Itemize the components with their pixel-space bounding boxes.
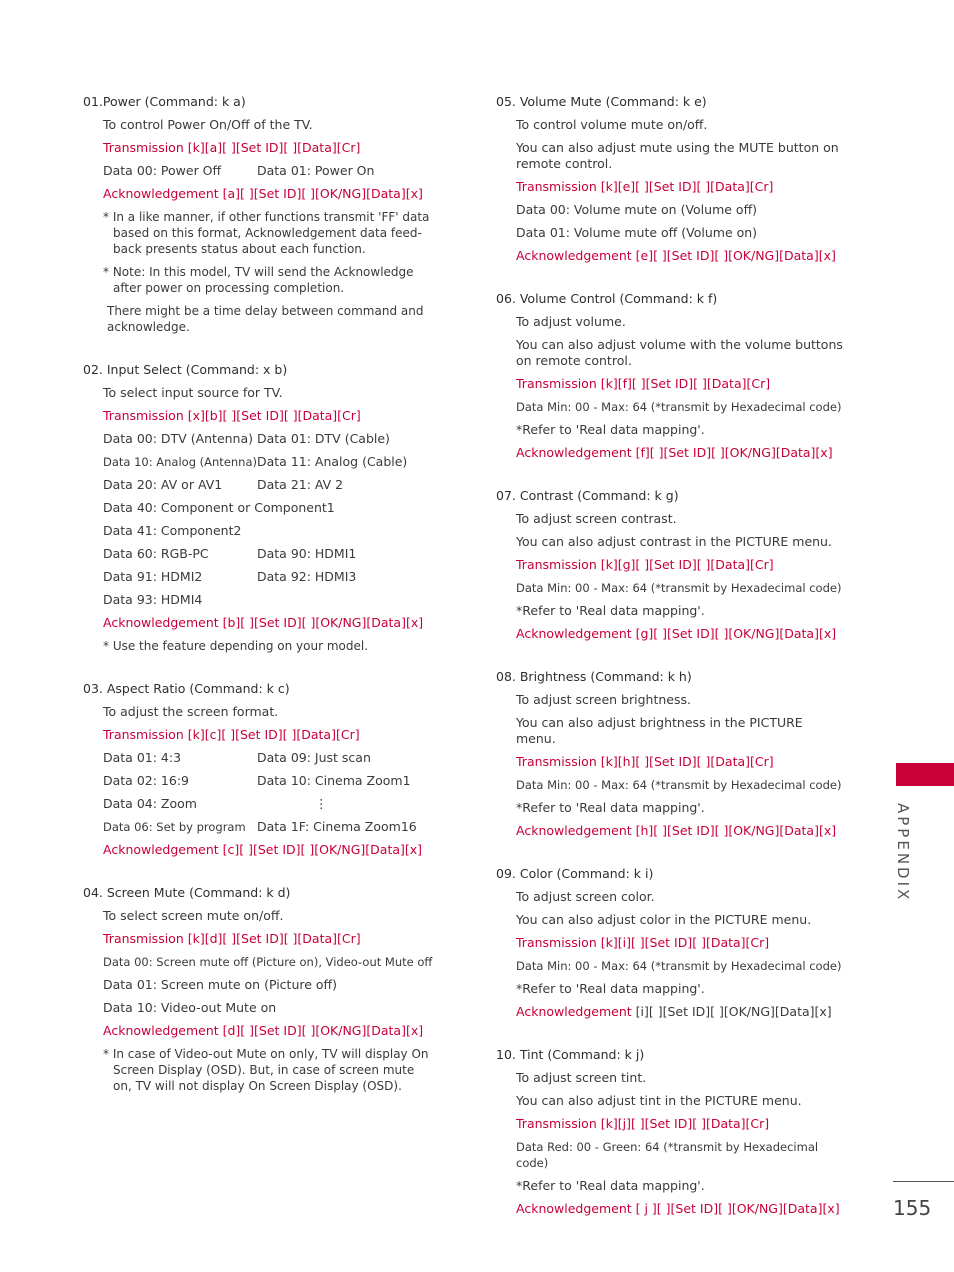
appendix-tab-marker	[896, 763, 954, 786]
data-value: Data 60: RGB-PC	[103, 546, 209, 561]
description-text: You can also adjust color in the PICTURE menu.	[516, 912, 812, 927]
section-body	[83, 385, 433, 654]
acknowledgement-format: Acknowledgement [e][ ][Set ID][ ][OK/NG][Data][x]	[516, 248, 836, 263]
page-number-rule	[893, 1181, 954, 1182]
data-value: Data 09: Just scan	[257, 750, 371, 765]
description-text: Data 00: Volume mute on (Volume off)	[516, 202, 758, 217]
section-heading: 04. Screen Mute (Command: k d)	[83, 885, 291, 900]
data-value-pair	[103, 546, 433, 562]
data-value: Data 90: HDMI1	[257, 546, 357, 561]
description-text: To adjust volume.	[516, 314, 626, 329]
data-value: Data 00: Power Off	[103, 163, 222, 178]
section-body	[496, 117, 846, 264]
description-text: To adjust the screen format.	[103, 704, 279, 719]
transmission-format: Transmission [k][c][ ][Set ID][ ][Data][Cr]	[103, 727, 360, 742]
data-range: Data Min: 00 - Max: 64 (*transmit by Hexadecimal code)	[516, 959, 842, 973]
description-text: Data 01: Volume mute off (Volume on)	[516, 225, 758, 240]
continuation-dots: ⋮	[315, 796, 328, 811]
description-text: *Refer to 'Real data mapping'.	[516, 603, 705, 618]
section-heading: 02. Input Select (Command: x b)	[83, 362, 288, 377]
description-text: To control Power On/Off of the TV.	[103, 117, 313, 132]
section-heading: 10. Tint (Command: k j)	[496, 1047, 645, 1062]
transmission-format: Transmission [k][h][ ][Set ID][ ][Data][Cr]	[516, 754, 774, 769]
footnote: There might be a time delay between command and acknowledge.	[107, 304, 424, 334]
acknowledgement-format: Acknowledgement [a][ ][Set ID][ ][OK/NG][Data][x]	[103, 186, 423, 201]
transmission-format: Transmission [k][f][ ][Set ID][ ][Data][Cr]	[516, 376, 771, 391]
acknowledgement-format: Acknowledgement [h][ ][Set ID][ ][OK/NG][Data][x]	[516, 823, 837, 838]
appendix-side-label: APPENDIX	[894, 803, 912, 903]
description-text: To select input source for TV.	[103, 385, 283, 400]
section-body	[496, 889, 846, 1020]
description-text: *Refer to 'Real data mapping'.	[516, 800, 705, 815]
transmission-format: Transmission [x][b][ ][Set ID][ ][Data][Cr]	[103, 408, 361, 423]
description-text: To select screen mute on/off.	[103, 908, 284, 923]
description-text: You can also adjust tint in the PICTURE menu.	[516, 1093, 802, 1108]
section-body	[496, 1070, 846, 1217]
data-value-pair	[103, 477, 433, 493]
transmission-format: Transmission [k][i][ ][Set ID][ ][Data][Cr]	[516, 935, 770, 950]
footnote: * Note: In this model, TV will send the Acknowledge after power on processing completion.	[103, 265, 414, 295]
footnote: * In a like manner, if other functions transmit 'FF' data based on this format, Acknowledgement data feed-back presents status about each function.	[103, 210, 430, 256]
section-body	[496, 692, 846, 839]
left-column	[83, 94, 433, 1121]
data-value: Data 10: Analog (Antenna)	[103, 455, 258, 469]
description-text: You can also adjust brightness in the PICTURE menu.	[516, 715, 803, 746]
section-heading: 06. Volume Control (Command: k f)	[496, 291, 718, 306]
data-value: Data 20: AV or AV1	[103, 477, 223, 492]
description-text: You can also adjust contrast in the PICTURE menu.	[516, 534, 832, 549]
data-range: Data Red: 00 - Green: 64 (*transmit by Hexadecimal code)	[516, 1140, 819, 1170]
section-heading: 05. Volume Mute (Command: k e)	[496, 94, 707, 109]
section-heading: 07. Contrast (Command: k g)	[496, 488, 679, 503]
data-value: Data 04: Zoom	[103, 796, 197, 811]
command-section	[83, 94, 433, 335]
description-text: To adjust screen contrast.	[516, 511, 677, 526]
data-value: Data 00: DTV (Antenna)	[103, 431, 254, 446]
command-section	[83, 885, 433, 1094]
command-section	[496, 1047, 846, 1217]
data-value-pair	[103, 796, 433, 812]
description-text: Data 93: HDMI4	[103, 592, 203, 607]
data-value: Data 02: 16:9	[103, 773, 189, 788]
transmission-format: Transmission [k][g][ ][Set ID][ ][Data][Cr]	[516, 557, 774, 572]
data-value: Data 10: Cinema Zoom1	[257, 773, 411, 788]
section-body	[83, 704, 433, 858]
page-number: 155	[893, 1196, 932, 1220]
data-value: Data 1F: Cinema Zoom16	[257, 819, 417, 834]
footnote: * Use the feature depending on your model.	[103, 639, 369, 653]
data-range: Data 00: Screen mute off (Picture on), Video-out Mute off	[103, 955, 433, 969]
acknowledgement-line	[516, 1004, 846, 1020]
section-heading: 09. Color (Command: k i)	[496, 866, 654, 881]
data-value-pair	[103, 569, 433, 585]
description-text: To adjust screen color.	[516, 889, 655, 904]
transmission-format: Transmission [k][d][ ][Set ID][ ][Data][Cr]	[103, 931, 361, 946]
description-text: You can also adjust volume with the volume buttons on remote control.	[516, 337, 843, 368]
command-section	[83, 362, 433, 654]
acknowledgement-format: [i][ ][Set ID][ ][OK/NG][Data][x]	[631, 1004, 832, 1019]
data-value-pair	[103, 163, 433, 179]
data-value-pair	[103, 773, 433, 789]
data-range: Data Min: 00 - Max: 64 (*transmit by Hexadecimal code)	[516, 581, 842, 595]
acknowledgement-format: Acknowledgement [ j ][ ][Set ID][ ][OK/NG][Data][x]	[516, 1201, 840, 1216]
command-section	[496, 669, 846, 839]
right-column	[496, 94, 846, 1244]
transmission-format: Transmission [k][e][ ][Set ID][ ][Data][Cr]	[516, 179, 774, 194]
description-text: *Refer to 'Real data mapping'.	[516, 981, 705, 996]
description-text: Data 40: Component or Component1	[103, 500, 335, 515]
description-text: Data 01: Screen mute on (Picture off)	[103, 977, 338, 992]
command-section	[496, 866, 846, 1020]
description-text: Data 41: Component2	[103, 523, 242, 538]
data-value: Data 01: DTV (Cable)	[257, 431, 390, 446]
data-value: Data 92: HDMI3	[257, 569, 357, 584]
data-range: Data Min: 00 - Max: 64 (*transmit by Hexadecimal code)	[516, 778, 842, 792]
section-body	[496, 314, 846, 461]
data-value: Data 01: Power On	[257, 163, 375, 178]
transmission-format: Transmission [k][a][ ][Set ID][ ][Data][Cr]	[103, 140, 361, 155]
data-value: Data 91: HDMI2	[103, 569, 203, 584]
description-text: *Refer to 'Real data mapping'.	[516, 422, 705, 437]
transmission-format: Transmission [k][j][ ][Set ID][ ][Data][Cr]	[516, 1116, 770, 1131]
description-text: To control volume mute on/off.	[516, 117, 708, 132]
data-value: Data 01: 4:3	[103, 750, 182, 765]
command-section	[496, 488, 846, 642]
description-text: You can also adjust mute using the MUTE button on remote control.	[516, 140, 839, 171]
description-text: *Refer to 'Real data mapping'.	[516, 1178, 705, 1193]
acknowledgement-format: Acknowledgement [d][ ][Set ID][ ][OK/NG][Data][x]	[103, 1023, 424, 1038]
acknowledgement-format: Acknowledgement [f][ ][Set ID][ ][OK/NG][Data][x]	[516, 445, 833, 460]
section-heading: 08. Brightness (Command: k h)	[496, 669, 692, 684]
section-heading: 01.Power (Command: k a)	[83, 94, 246, 109]
data-range: Data Min: 00 - Max: 64 (*transmit by Hexadecimal code)	[516, 400, 842, 414]
command-section	[496, 94, 846, 264]
data-value-pair	[103, 819, 433, 835]
description-text: Data 10: Video-out Mute on	[103, 1000, 277, 1015]
description-text: To adjust screen tint.	[516, 1070, 647, 1085]
section-body	[83, 908, 433, 1094]
section-body	[496, 511, 846, 642]
data-value: Data 11: Analog (Cable)	[257, 454, 408, 469]
section-heading: 03. Aspect Ratio (Command: k c)	[83, 681, 290, 696]
command-section	[496, 291, 846, 461]
footnote: * In case of Video-out Mute on only, TV will display On Screen Display (OSD). But, in case of screen mute on, TV will not display On Screen Display (OSD).	[103, 1047, 429, 1093]
data-value: Data 21: AV 2	[257, 477, 344, 492]
acknowledgement-format: Acknowledgement [b][ ][Set ID][ ][OK/NG][Data][x]	[103, 615, 424, 630]
command-section	[83, 681, 433, 858]
section-body	[83, 117, 433, 335]
acknowledgement-format: Acknowledgement [c][ ][Set ID][ ][OK/NG][Data][x]	[103, 842, 423, 857]
data-value-pair	[103, 431, 433, 447]
acknowledgement-label: Acknowledgement	[516, 1004, 632, 1019]
description-text: To adjust screen brightness.	[516, 692, 691, 707]
data-value-pair	[103, 750, 433, 766]
data-value-pair	[103, 454, 433, 470]
data-value: Data 06: Set by program	[103, 820, 246, 834]
acknowledgement-format: Acknowledgement [g][ ][Set ID][ ][OK/NG][Data][x]	[516, 626, 837, 641]
